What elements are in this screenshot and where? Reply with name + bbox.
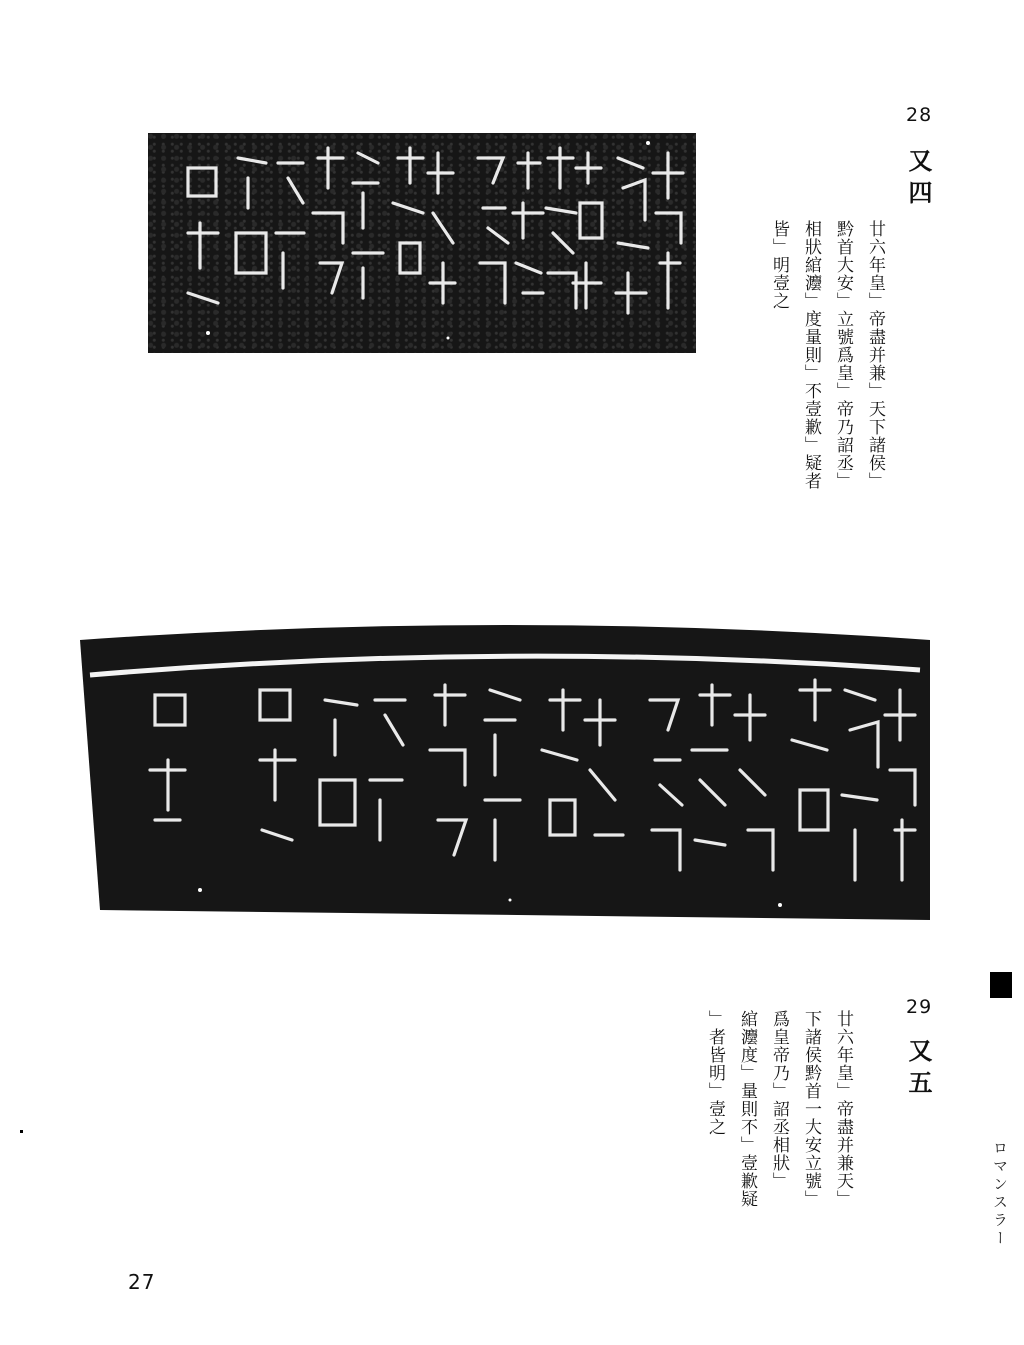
page-number: 27: [128, 1270, 156, 1294]
plate-title-28: 又四: [904, 148, 932, 212]
margin-tab-marker: [990, 972, 1012, 998]
transcription-line: 廿六年皇」帝盡并兼」天下諸侯」: [865, 220, 885, 490]
transcription-line: 相狀綰灋」度量則」不壹歉」疑者: [801, 220, 821, 490]
transcription-line: 下諸侯黔首一大安立號」: [801, 1010, 821, 1208]
rubbing-image-29: [80, 620, 930, 920]
transcription-line: 黔首大安」立號爲皇」帝乃詔丞」: [833, 220, 853, 490]
rubbing-image-28: [148, 133, 696, 353]
plate-number-28: 28: [906, 104, 933, 126]
plate-title-29: 又五: [904, 1038, 932, 1102]
transcription-line: 」者皆明」壹之: [705, 1010, 725, 1136]
transcription-line: 綰灋度」量則不」壹歉疑: [737, 1010, 757, 1208]
stray-mark: [20, 1130, 23, 1133]
transcription-line: 廿六年皇」帝盡并兼天」: [833, 1010, 853, 1208]
plate-number-29: 29: [906, 996, 933, 1018]
transcription-line: 爲皇帝乃」詔丞相狀」: [769, 1010, 789, 1190]
transcription-line: 皆」明壹之: [769, 220, 789, 310]
margin-side-text: ロマンスラー: [991, 1140, 1009, 1248]
